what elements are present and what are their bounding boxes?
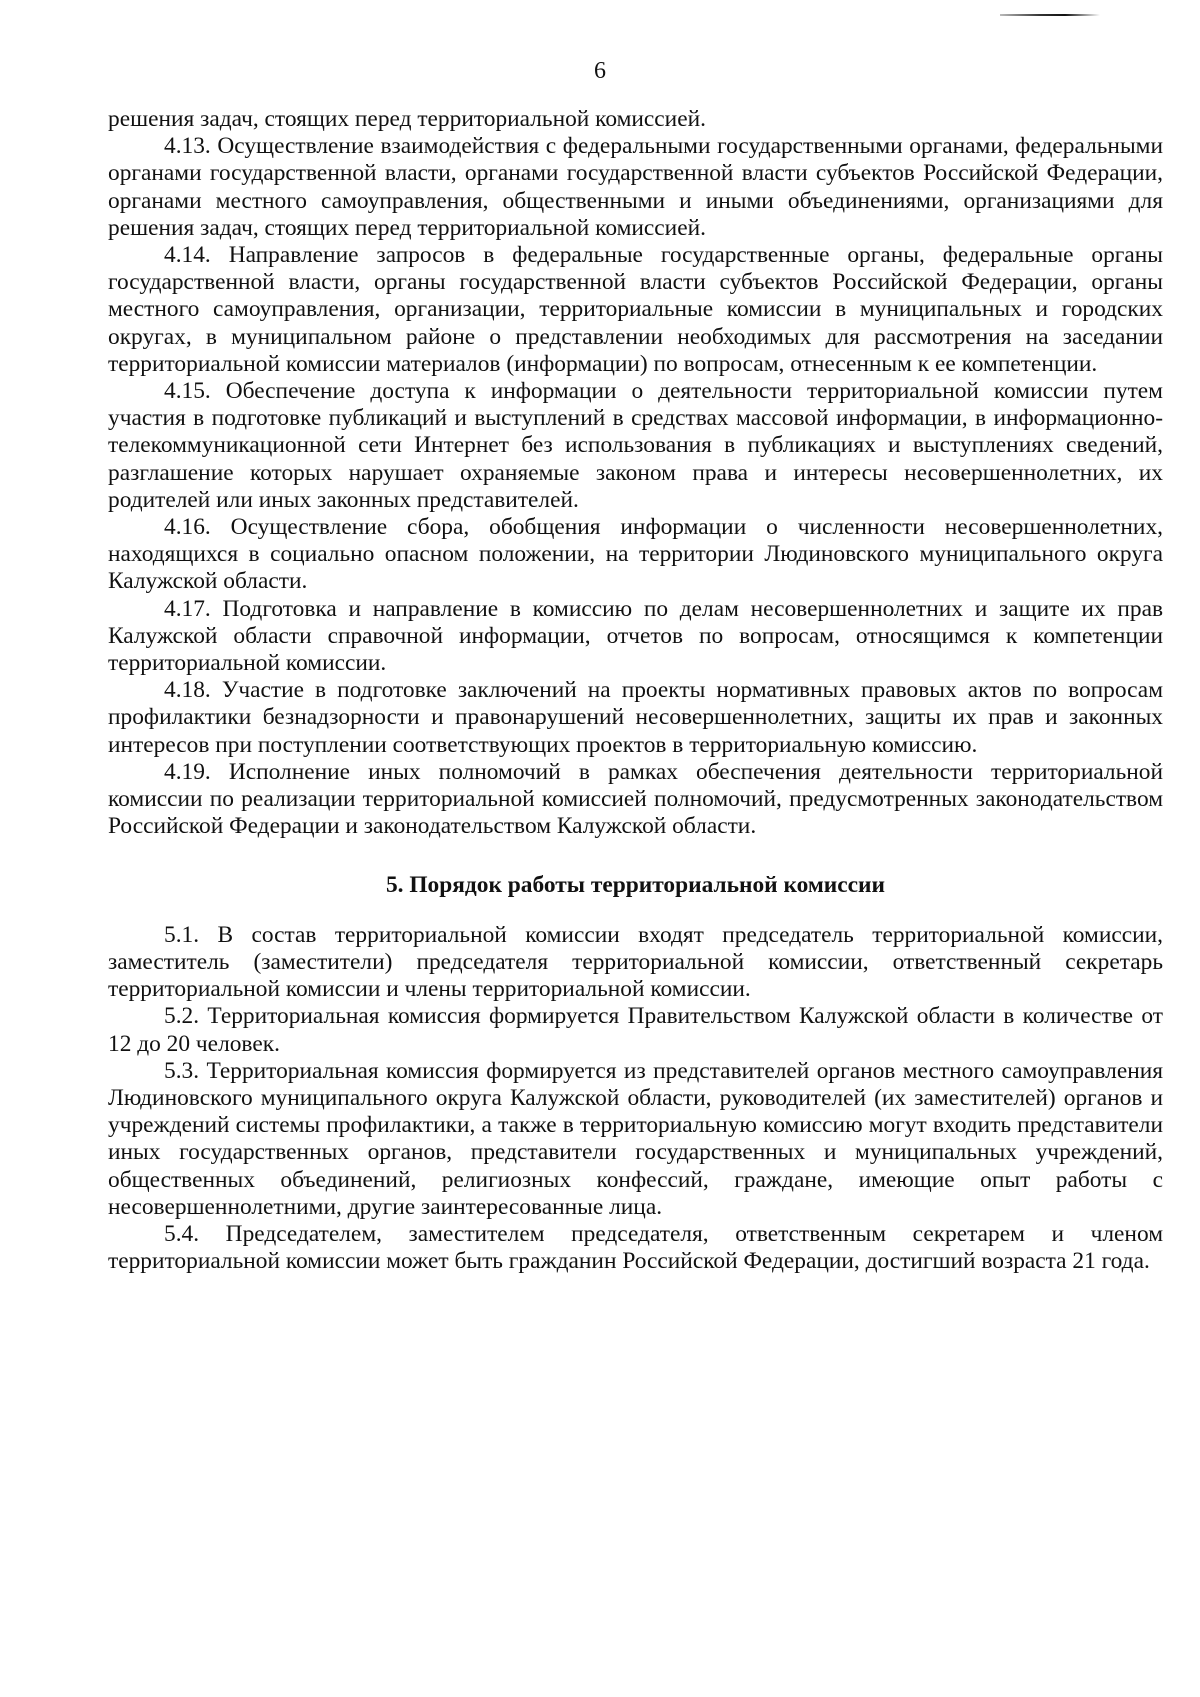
paragraph-4-13: 4.13. Осуществление взаимодействия с федеральными государственными органами, федеральными органами государственной власти, органами государственной власти субъектов Российской Федерации, органами местного самоуправления, общественными и иными объединениями, организациями для решения задач, стоящих перед территориальной комиссией. (108, 133, 1163, 241)
paragraph-continuation: решения задач, стоящих перед территориальной комиссией. (108, 106, 706, 132)
paragraph-4-16: 4.16. Осуществление сбора, обобщения информации о численности несовершеннолетних, находящихся в социально опасном положении, на территории Людиновского муниципального округа Калужской области. (108, 514, 1163, 595)
paragraph-5-4: 5.4. Председателем, заместителем председателя, ответственным секретарем и членом территориальной комиссии может быть гражданин Российской Федерации, достигший возраста 21 года. (108, 1220, 1163, 1275)
paragraph-4-15: 4.15. Обеспечение доступа к информации о деятельности территориальной комиссии путем участия в подготовке публикаций и выступлений в средствах массовой информации, в информационно-телекоммуникационной сети Интернет без использования в публикациях и выступлениях сведений, разглашение которых нарушает охраняемые законом права и интересы несовершеннолетних, их родителей или иных законных представителей. (108, 378, 1163, 513)
paragraph-4-19: 4.19. Исполнение иных полномочий в рамках обеспечения деятельности территориальной комиссии по реализации территориальной комиссией полномочий, предусмотренных законодательством Российской Федерации и законодательством Калужской области. (108, 758, 1163, 840)
paragraph-5-1: 5.1. В состав территориальной комиссии входят председатель территориальной комиссии, заместитель (заместители) председателя территориальной комиссии, ответственный секретарь территориальной комиссии и члены территориальной комиссии. (108, 921, 1163, 1003)
paragraph-5-3: 5.3. Территориальная комиссия формируется из представителей органов местного самоуправления Людиновского муниципального округа Калужской области, руководителей (их заместителей) органов и учреждений системы профилактики, а также в территориальную комиссию могут входить представители иных государственных органов, представители государственных и муниципальных учреждений, общественных объединений, религиозных конфессий, граждане, имеющие опыт работы с несовершеннолетними, другие заинтересованные лица. (108, 1057, 1163, 1220)
scan-artifact-mark (1000, 14, 1100, 16)
page-number: 6 (594, 58, 606, 84)
paragraph-5-2: 5.2. Территориальная комиссия формируется Правительством Калужской области в количестве от 12 до 20 человек. (108, 1003, 1163, 1057)
paragraph-4-14: 4.14. Направление запросов в федеральные государственные органы, федеральные органы государственной власти, органы государственной власти субъектов Российской Федерации, органы местного самоуправления, организации, территориальные комиссии в муниципальных и городских округах, в муниципальном районе о представлении необходимых для рассмотрения на заседании территориальной комиссии материалов (информации) по вопросам, отнесенным к ее компетенции. (108, 242, 1163, 377)
paragraph-4-18: 4.18. Участие в подготовке заключений на проекты нормативных правовых актов по вопросам профилактики безнадзорности и правонарушений несовершеннолетних, защиты их прав и законных интересов при поступлении соответствующих проектов в территориальную комиссию. (108, 677, 1163, 758)
section-5-heading: 5. Порядок работы территориальной комиссии (385, 872, 886, 899)
document-body (108, 106, 1163, 1275)
paragraph-4-17: 4.17. Подготовка и направление в комиссию по делам несовершеннолетних и защите их прав Калужской области справочной информации, отчетов по вопросам, относящимся к компетенции территориальной комиссии. (108, 595, 1163, 677)
